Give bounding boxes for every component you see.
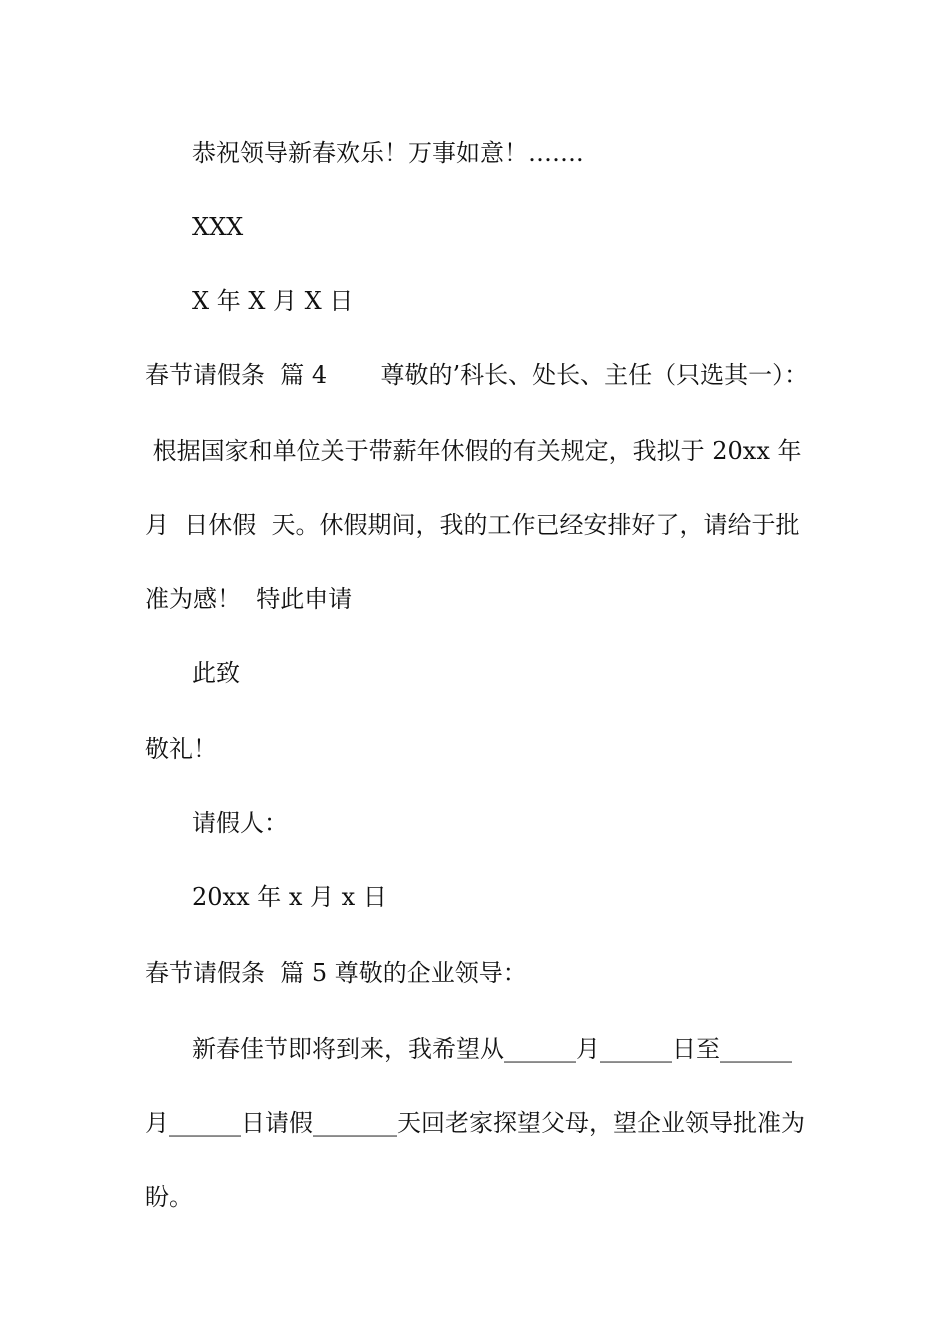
greeting-line: 恭祝领导新春欢乐！万事如意！……. — [192, 139, 584, 167]
paragraph-line: 月______日请假_______天回老家探望父母，望企业领导批准为 — [145, 1109, 805, 1137]
salutation-line: 敬礼！ — [145, 735, 217, 763]
section-heading-5: 春节请假条 篇 5 尊敬的企业领导： — [145, 959, 527, 987]
paragraph-line: 盼。 — [145, 1183, 193, 1211]
applicant-date: 20xx 年 x 月 x 日 — [192, 883, 387, 911]
paragraph-line: 月 日休假 天。休假期间，我的工作已经安排好了，请给于批 — [145, 511, 800, 539]
paragraph-line: 根据国家和单位关于带薪年休假的有关规定，我拟于 20xx 年 — [145, 437, 802, 465]
section-heading-4: 春节请假条 篇 4 尊敬的’科长、处长、主任（只选其一）： — [145, 361, 809, 389]
signature-date: X 年 X 月 X 日 — [192, 287, 354, 315]
signature-name: XXX — [192, 213, 244, 241]
paragraph-line: 新春佳节即将到来，我希望从______月______日至______ — [192, 1035, 792, 1063]
paragraph-line: 准为感！ 特此申请 — [145, 585, 353, 613]
applicant-label: 请假人： — [192, 809, 288, 837]
closing-line: 此致 — [192, 659, 240, 687]
